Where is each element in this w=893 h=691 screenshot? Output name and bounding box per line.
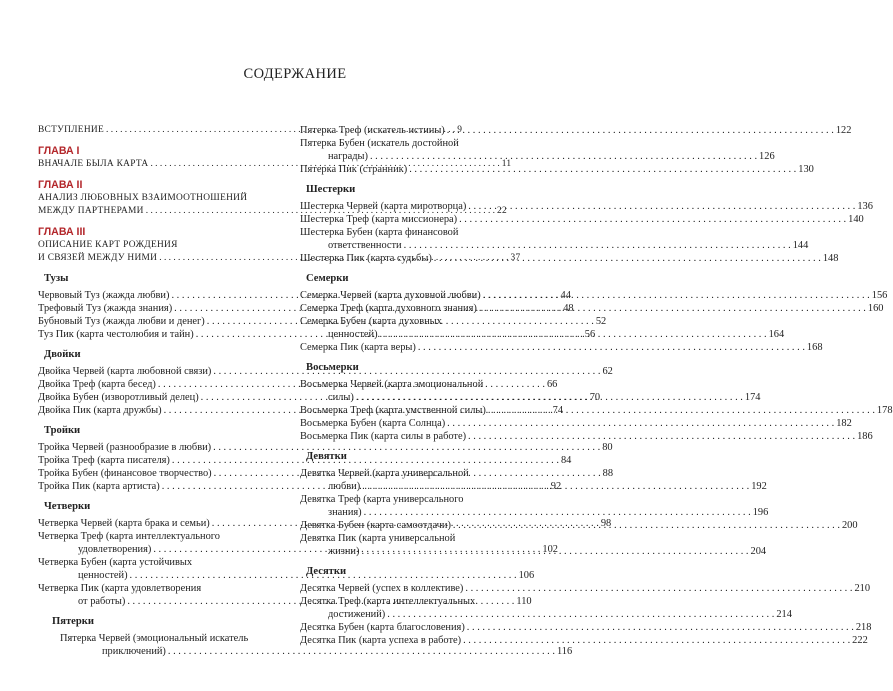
toc-entry[interactable]: Десятка Пик (карта успеха в работе) . . . 222 [300, 634, 530, 647]
toc-entry-chapter-1[interactable]: ВНАЧАЛЕ БЫЛА КАРТА . . . 11 [38, 158, 273, 171]
toc-entry[interactable]: Шестерка Пик (карта судьбы) . . . 148 [300, 252, 530, 265]
toc-entry-text: Девятка Пик (карта универсальной [300, 533, 456, 544]
toc-entry-text: Семерка Бубен (карта духовных [300, 316, 442, 327]
chapter-label: ГЛАВА III [38, 226, 86, 238]
toc-entry[interactable]: Двойка Пик (карта дружбы) . . . 74 [38, 404, 273, 417]
toc-entry[interactable]: Двойка Червей (карта любовной связи) . . . 62 [38, 365, 273, 378]
toc-entry[interactable]: Трефовый Туз (жажда знания) . . . 48 [38, 302, 273, 315]
toc-entry[interactable]: приключений) . . . 116 [38, 645, 273, 658]
toc-entry-text: Восьмерка Червей (карта эмоциональной [300, 379, 484, 390]
toc-entry[interactable]: Семерка Пик (карта веры) . . . 168 [300, 341, 530, 354]
toc-entry-text: ОПИСАНИЕ КАРТ РОЖДЕНИЯ [38, 240, 178, 250]
toc-entry[interactable]: Тройка Червей (разнообразие в любви) . . . 80 [38, 441, 273, 454]
toc-entry[interactable]: Пятерка Треф (искатель истины) . . . 122 [300, 124, 530, 137]
toc-entry[interactable]: Семерка Треф (карта духовного знания) . . . 160 [300, 302, 530, 315]
toc-entry-text: Девятка Червей (карта универсальной [300, 468, 469, 479]
section-heading: Семерки [306, 273, 349, 284]
toc-entry[interactable]: Тройка Пик (карта артиста) . . . 92 [38, 480, 273, 493]
toc-entry-chapter-3[interactable]: И СВЯЗЕЙ МЕЖДУ НИМИ . . . 37 [38, 252, 273, 265]
toc-entry[interactable]: Двойка Бубен (изворотливый делец) . . . 70 [38, 391, 273, 404]
chapter-label: ГЛАВА I [38, 145, 80, 157]
toc-entry[interactable]: Восьмерка Бубен (карта Солнца) . . . 182 [300, 417, 530, 430]
toc-entry-text: АНАЛИЗ ЛЮБОВНЫХ ВЗАИМООТНОШЕНИЙ [38, 193, 248, 203]
section-heading: Тузы [44, 273, 69, 284]
toc-entry[interactable]: Восьмерка Треф (карта умственной силы) . . . 178 [300, 404, 530, 417]
toc-entry[interactable]: награды) . . . 126 [300, 150, 530, 163]
toc-entry[interactable]: силы) . . . 174 [300, 391, 530, 404]
toc-entry[interactable]: Туз Пик (карта честолюбия и тайн) . . . 56 [38, 328, 273, 341]
toc-entry[interactable]: Шестерка Червей (карта миротворца) . . . 136 [300, 200, 530, 213]
toc-entry-text: Пятерка Бубен (искатель достойной [300, 138, 459, 149]
toc-entry-text: Десятка Треф (карта интеллектуальных [300, 596, 476, 607]
toc-entry[interactable]: Десятка Бубен (карта благословения) . . . 218 [300, 621, 530, 634]
toc-entry[interactable]: Семерка Червей (карта духовной любви) . . . 156 [300, 289, 530, 302]
toc-entry-text: Шестерка Бубен (карта финансовой [300, 227, 459, 238]
toc-entry[interactable]: Десятка Червей (успех в коллективе) . . . 210 [300, 582, 530, 595]
toc-entry[interactable]: ценностей) . . . 106 [38, 569, 273, 582]
toc-entry[interactable]: достижений) . . . 214 [300, 608, 530, 621]
toc-entry-text: Девятка Треф (карта универсального [300, 494, 464, 505]
toc-entry-intro[interactable]: ВСТУПЛЕНИЕ . . . 9 [38, 124, 273, 137]
toc-entry[interactable]: Пятерка Пик (странник) . . . 130 [300, 163, 530, 176]
toc-entry[interactable]: Червовый Туз (жажда любви) . . . 44 [38, 289, 273, 302]
toc-entry[interactable]: Двойка Треф (карта бесед) . . . 66 [38, 378, 273, 391]
toc-entry[interactable]: любви) . . . 192 [300, 480, 530, 493]
toc-entry[interactable]: знания) . . . 196 [300, 506, 530, 519]
toc-entry[interactable]: Бубновый Туз (жажда любви и денег) . . . 52 [38, 315, 273, 328]
toc-entry[interactable]: жизни) . . . 204 [300, 545, 530, 558]
toc-entry[interactable]: Восьмерка Пик (карта силы в работе) . . . 186 [300, 430, 530, 443]
toc-entry[interactable]: ответственности . . . 144 [300, 239, 530, 252]
section-heading: Пятерки [52, 616, 94, 627]
toc-entry[interactable]: Четверка Червей (карта брака и семьи) . . . 98 [38, 517, 273, 530]
section-heading: Двойки [44, 349, 81, 360]
toc-entry-text: Четверка Пик (карта удовлетворения [38, 583, 202, 594]
toc-entry-chapter-2[interactable]: МЕЖДУ ПАРТНЕРАМИ . . . 22 [38, 205, 273, 218]
toc-entry-text: Четверка Треф (карта интеллектуального [38, 531, 220, 542]
toc-entry[interactable]: удовлетворения) . . . 102 [38, 543, 273, 556]
page-title: СОДЕРЖАНИЕ [243, 66, 347, 82]
section-heading: Десятки [306, 566, 347, 577]
toc-entry-text: Пятерка Червей (эмоциональный искатель [60, 633, 249, 644]
toc-entry[interactable]: ценностей) . . . 164 [300, 328, 530, 341]
toc-entry[interactable]: Шестерка Треф (карта миссионера) . . . 140 [300, 213, 530, 226]
toc-entry[interactable]: Тройка Бубен (финансовое творчество) . . . 88 [38, 467, 273, 480]
toc-entry[interactable]: Девятка Бубен (карта самоотдачи) . . . 200 [300, 519, 530, 532]
section-heading: Шестерки [306, 184, 356, 195]
section-heading: Тройки [44, 425, 81, 436]
toc-entry[interactable]: от работы) . . . 110 [38, 595, 273, 608]
section-heading: Девятки [306, 451, 347, 462]
toc-entry[interactable]: Тройка Треф (карта писателя) . . . 84 [38, 454, 273, 467]
toc-entry-text: Четверка Бубен (карта устойчивых [38, 557, 193, 568]
section-heading: Восьмерки [306, 362, 359, 373]
chapter-label: ГЛАВА II [38, 179, 83, 191]
section-heading: Четверки [44, 501, 91, 512]
